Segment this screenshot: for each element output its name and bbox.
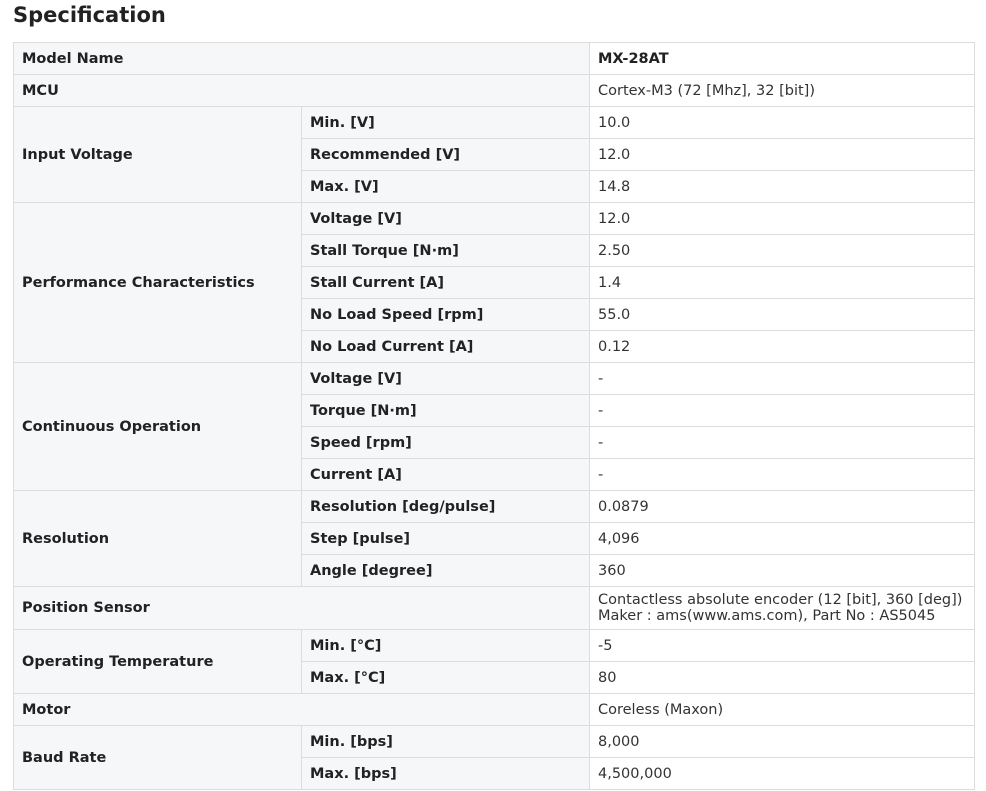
sub-label: Voltage [V] (302, 203, 590, 235)
sub-label: Min. [V] (302, 107, 590, 139)
table-row (14, 726, 975, 758)
sub-label: Stall Current [A] (302, 267, 590, 299)
spec-value: 360 (590, 555, 975, 587)
row-label-motor: Motor (14, 694, 590, 726)
sub-label: No Load Current [A] (302, 331, 590, 363)
sub-label: Max. [V] (302, 171, 590, 203)
table-row (14, 107, 975, 139)
spec-value: 2.50 (590, 235, 975, 267)
spec-value: 0.0879 (590, 491, 975, 523)
spec-value: 80 (590, 662, 975, 694)
spec-value: 14.8 (590, 171, 975, 203)
sub-label: Min. [°C] (302, 630, 590, 662)
mcu-value: Cortex-M3 (72 [Mhz], 32 [bit]) (590, 75, 975, 107)
row-label-mcu: MCU (14, 75, 590, 107)
row-label-resolution: Resolution (14, 491, 302, 587)
row-label-continuous-operation: Continuous Operation (14, 363, 302, 491)
table-row (14, 587, 975, 630)
model-name-value: MX-28AT (590, 43, 975, 75)
spec-value: 12.0 (590, 203, 975, 235)
sub-label: Speed [rpm] (302, 427, 590, 459)
row-label-baud-rate: Baud Rate (14, 726, 302, 790)
spec-value: - (590, 395, 975, 427)
row-label-performance: Performance Characteristics (14, 203, 302, 363)
spec-value: 10.0 (590, 107, 975, 139)
row-label-position-sensor: Position Sensor (14, 587, 590, 630)
page-title: Specification (13, 3, 166, 27)
spec-value: 8,000 (590, 726, 975, 758)
table-row (14, 694, 975, 726)
spec-value: 4,500,000 (590, 758, 975, 790)
table-row (14, 363, 975, 395)
spec-value: -5 (590, 630, 975, 662)
specification-table (13, 42, 975, 790)
position-sensor-line-2: Maker : ams(www.ams.com), Part No : AS5045 (598, 608, 936, 624)
row-label-operating-temperature: Operating Temperature (14, 630, 302, 694)
row-label-input-voltage: Input Voltage (14, 107, 302, 203)
sub-label: Voltage [V] (302, 363, 590, 395)
spec-value: 12.0 (590, 139, 975, 171)
row-label-model-name: Model Name (14, 43, 590, 75)
spec-value: - (590, 363, 975, 395)
sub-label: Resolution [deg/pulse] (302, 491, 590, 523)
table-row (14, 43, 975, 75)
table-row (14, 630, 975, 662)
sub-label: No Load Speed [rpm] (302, 299, 590, 331)
spec-value: 0.12 (590, 331, 975, 363)
sub-label: Max. [bps] (302, 758, 590, 790)
sub-label: Recommended [V] (302, 139, 590, 171)
sub-label: Torque [N·m] (302, 395, 590, 427)
table-row (14, 491, 975, 523)
motor-value: Coreless (Maxon) (590, 694, 975, 726)
spec-value: - (590, 427, 975, 459)
sub-label: Stall Torque [N·m] (302, 235, 590, 267)
sub-label: Current [A] (302, 459, 590, 491)
spec-value: 1.4 (590, 267, 975, 299)
sub-label: Min. [bps] (302, 726, 590, 758)
sub-label: Max. [°C] (302, 662, 590, 694)
sub-label: Angle [degree] (302, 555, 590, 587)
spec-value: - (590, 459, 975, 491)
table-row (14, 75, 975, 107)
spec-value: 4,096 (590, 523, 975, 555)
table-row (14, 203, 975, 235)
position-sensor-line-1: Contactless absolute encoder (12 [bit], 360 [deg]) (598, 592, 963, 608)
spec-value: 55.0 (590, 299, 975, 331)
sub-label: Step [pulse] (302, 523, 590, 555)
position-sensor-value (590, 587, 975, 630)
